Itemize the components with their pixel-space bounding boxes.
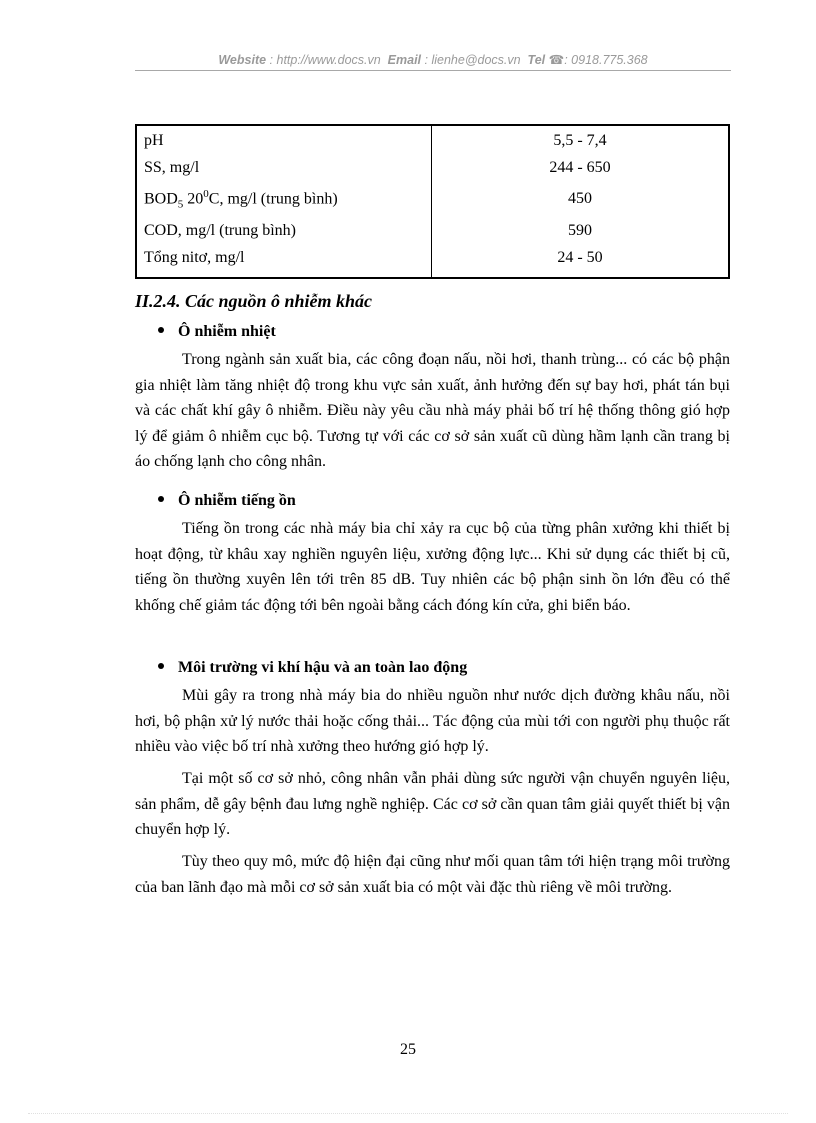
section-heading: II.2.4. Các nguồn ô nhiễm khác [135, 291, 373, 311]
website-label: Website [218, 53, 267, 67]
bullet-title: Môi trường vi khí hậu và an toàn lao động [178, 659, 468, 676]
website-value: : http://www.docs.vn [269, 53, 381, 67]
param-cell: COD, mg/l (trung bình) [144, 222, 296, 239]
paragraph: Trong ngành sản xuất bia, các công đoạn nấu, nồi hơi, thanh trùng... có các bộ phận gia nhiệt làm tăng nhiệt độ trong khu vực sản xuất, ảnh hưởng đến sự bay hơi, phát tán bụi và các chất khí gây ô nhiễm. Điều này yêu cầu nhà máy phải bố trí hệ thống thông gió hợp lý để giảm ô nhiễm cục bộ. Tương tự với các cơ sở sản xuất cũ dùng hầm lạnh cần trang bị áo chống lạnh cho công nhân. [135, 351, 730, 471]
table-row [136, 155, 729, 182]
email-value: : lienhe@docs.vn [424, 53, 521, 67]
bullet-dot-icon [158, 327, 164, 333]
bullet-title: Ô nhiễm tiếng ồn [178, 492, 296, 509]
table-row [136, 218, 729, 245]
wastewater-properties-table [135, 124, 730, 279]
bullet-microclimate-safety [158, 659, 467, 677]
phone-icon: ☎ [548, 53, 565, 67]
value-cell: 590 [432, 218, 730, 245]
value-cell: 5,5 - 7,4 [432, 125, 730, 155]
value-cell: 24 - 50 [432, 244, 730, 278]
bod-subscript: 5 [177, 198, 184, 211]
paragraph: Tại một số cơ sở nhỏ, công nhân vẫn phải dùng sức người vận chuyển nguyên liệu, sản phẩm, dễ gây bệnh đau lưng nghề nghiệp. Các cơ sở cần quan tâm giải quyết thiết bị vận chuyển hợp lý. [135, 770, 730, 839]
paragraph: Tùy theo quy mô, mức độ hiện đại cũng như mối quan tâm tới hiện trạng môi trường của ban lãnh đạo mà mỗi cơ sở sản xuất bia có một vài đặc thù riêng về môi trường. [135, 853, 730, 896]
degree-superscript: 0 [203, 188, 209, 201]
bod-prefix: BOD [144, 190, 178, 208]
bod-suffix: C, mg/l (trung bình) [208, 190, 338, 208]
value-cell: 450 [432, 181, 730, 218]
page-number: 25 [400, 1041, 416, 1058]
table-row [136, 125, 729, 155]
bullet-title: Ô nhiễm nhiệt [178, 323, 276, 340]
bod-temp: 20 [183, 190, 204, 208]
table-row [136, 181, 729, 218]
page-bottom-border [28, 1113, 788, 1114]
param-cell [136, 181, 432, 218]
table-row [136, 244, 729, 278]
email-label: Email [387, 53, 422, 67]
paragraph: Tiếng ồn trong các nhà máy bia chỉ xảy ra cục bộ của từng phân xưởng khi thiết bị hoạt động, từ khâu xay nghiền nguyên liệu, xưởng động lực... Khi sử dụng các thiết bị cũ, tiếng ồn thường xuyên lên tới trên 85 dB. Tuy nhiên các bộ phận sinh ồn lớn đều có thể khống chế giảm tác động tới bên ngoài bằng cách đóng kín cửa, ghi biển báo. [135, 520, 730, 614]
bullet-noise-pollution [158, 492, 296, 510]
header-divider [135, 70, 731, 71]
param-cell: pH [144, 132, 164, 150]
bullet-dot-icon [158, 496, 164, 502]
page-header [135, 52, 731, 67]
tel-value: : 0918.775.368 [564, 53, 648, 67]
param-cell: SS, mg/l [144, 158, 200, 176]
param-cell: Tổng nitơ, mg/l [144, 248, 245, 266]
value-cell: 244 - 650 [432, 155, 730, 182]
tel-label: Tel [527, 53, 546, 67]
paragraph: Mùi gây ra trong nhà máy bia do nhiều nguồn như nước dịch đường khâu nấu, nồi hơi, bộ phận xử lý nước thải hoặc cống thải... Tác động của mùi tới con người phụ thuộc rất nhiều vào việc bố trí nhà xưởng theo hướng gió hợp lý. [135, 687, 730, 756]
bullet-heat-pollution [158, 323, 276, 341]
bullet-dot-icon [158, 663, 164, 669]
